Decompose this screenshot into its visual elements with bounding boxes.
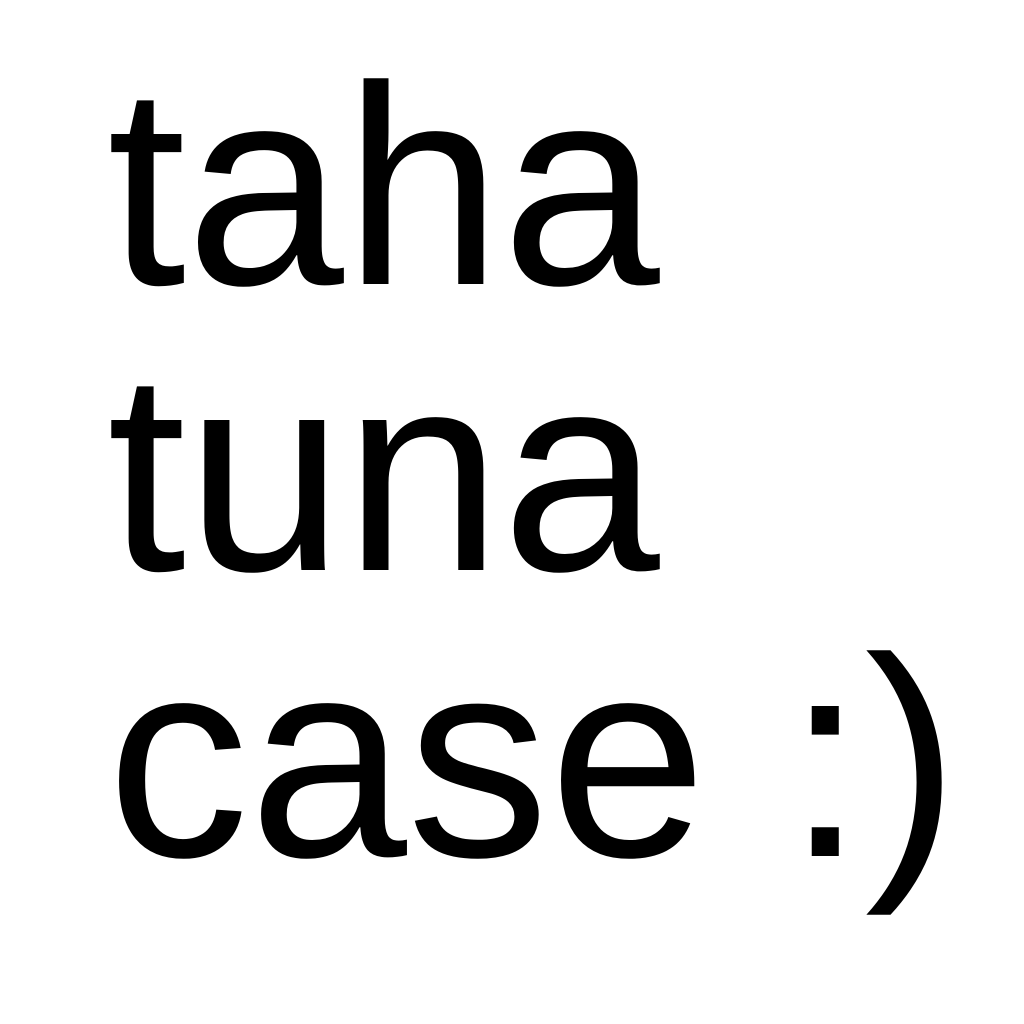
text-block — [107, 28, 960, 917]
text-line-3: case :) — [107, 600, 960, 917]
text-line-2: tuna — [107, 314, 660, 631]
text-line-1: taha — [107, 28, 660, 345]
